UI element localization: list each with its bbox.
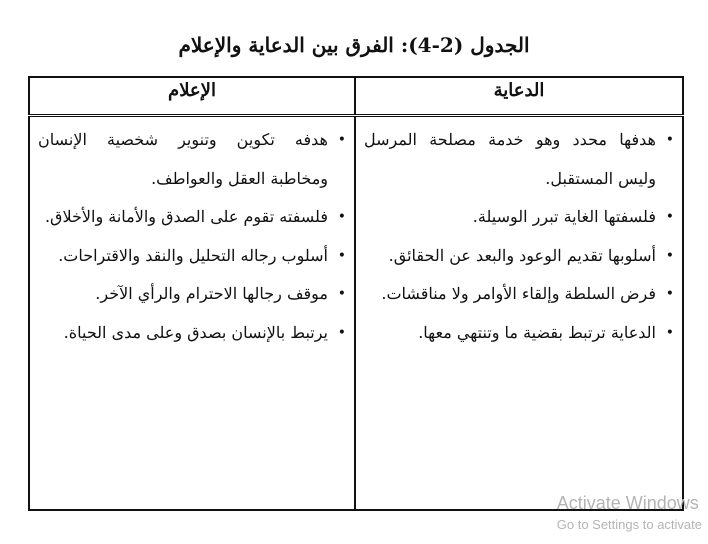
comparison-table <box>28 76 684 511</box>
table-header-row <box>29 77 683 116</box>
list-item-text: فلسفته تقوم على الصدق والأمانة والأخلاق. <box>44 207 328 226</box>
list-item <box>364 237 674 276</box>
watermark-title: Activate Windows <box>556 493 699 513</box>
list-item <box>38 121 346 198</box>
propaganda-cell <box>355 116 683 511</box>
header-propaganda: الدعاية <box>355 77 683 116</box>
list-item-text: أسلوبها تقديم الوعود والبعد عن الحقائق. <box>388 245 656 265</box>
list-item <box>38 275 346 314</box>
list-item <box>364 198 674 237</box>
bullet-icon: • <box>337 286 346 302</box>
list-item-text: الدعاية ترتبط بقضية ما وتنتهي معها. <box>418 322 656 342</box>
watermark-subtitle: Go to Settings to activate <box>556 517 702 532</box>
bullet-icon: • <box>337 209 346 225</box>
table-row <box>29 116 683 511</box>
header-media: الإعلام <box>29 77 355 116</box>
table-caption: الجدول (2-4): الفرق بين الدعاية والإعلام <box>178 33 530 57</box>
list-item-text: أسلوب رجاله التحليل والنقد والاقتراحات. <box>58 245 328 265</box>
list-item <box>38 237 346 276</box>
activation-watermark <box>557 492 702 536</box>
bullet-icon: • <box>665 132 674 148</box>
bullet-icon: • <box>665 286 674 302</box>
list-item <box>364 314 674 353</box>
bullet-icon: • <box>665 247 674 264</box>
bullet-icon: • <box>665 324 674 341</box>
list-item-text: فرض السلطة وإلقاء الأوامر ولا مناقشات. <box>381 284 656 303</box>
list-item-text: فلسفتها الغاية تبرر الوسيلة. <box>472 207 656 226</box>
list-item-text: هدفها محدد وهو خدمة مصلحة المرسل وليس المستقبل. <box>364 130 656 188</box>
bullet-icon: • <box>665 209 674 225</box>
list-item-text: يرتبط بالإنسان بصدق وعلى مدى الحياة. <box>63 322 328 342</box>
list-item <box>38 314 346 353</box>
list-item <box>364 275 674 314</box>
list-item-text: موقف رجالها الاحترام والرأي الآخر. <box>95 284 328 303</box>
list-item <box>38 198 346 237</box>
media-list <box>38 121 346 352</box>
bullet-icon: • <box>337 247 346 264</box>
bullet-icon: • <box>337 324 346 341</box>
bullet-icon: • <box>337 132 346 148</box>
media-cell <box>29 116 355 511</box>
list-item-text: هدفه تكوين وتنوير شخصية الإنسان ومخاطبة العقل والعواطف. <box>38 130 328 188</box>
propaganda-list <box>364 121 674 352</box>
list-item <box>364 121 674 198</box>
